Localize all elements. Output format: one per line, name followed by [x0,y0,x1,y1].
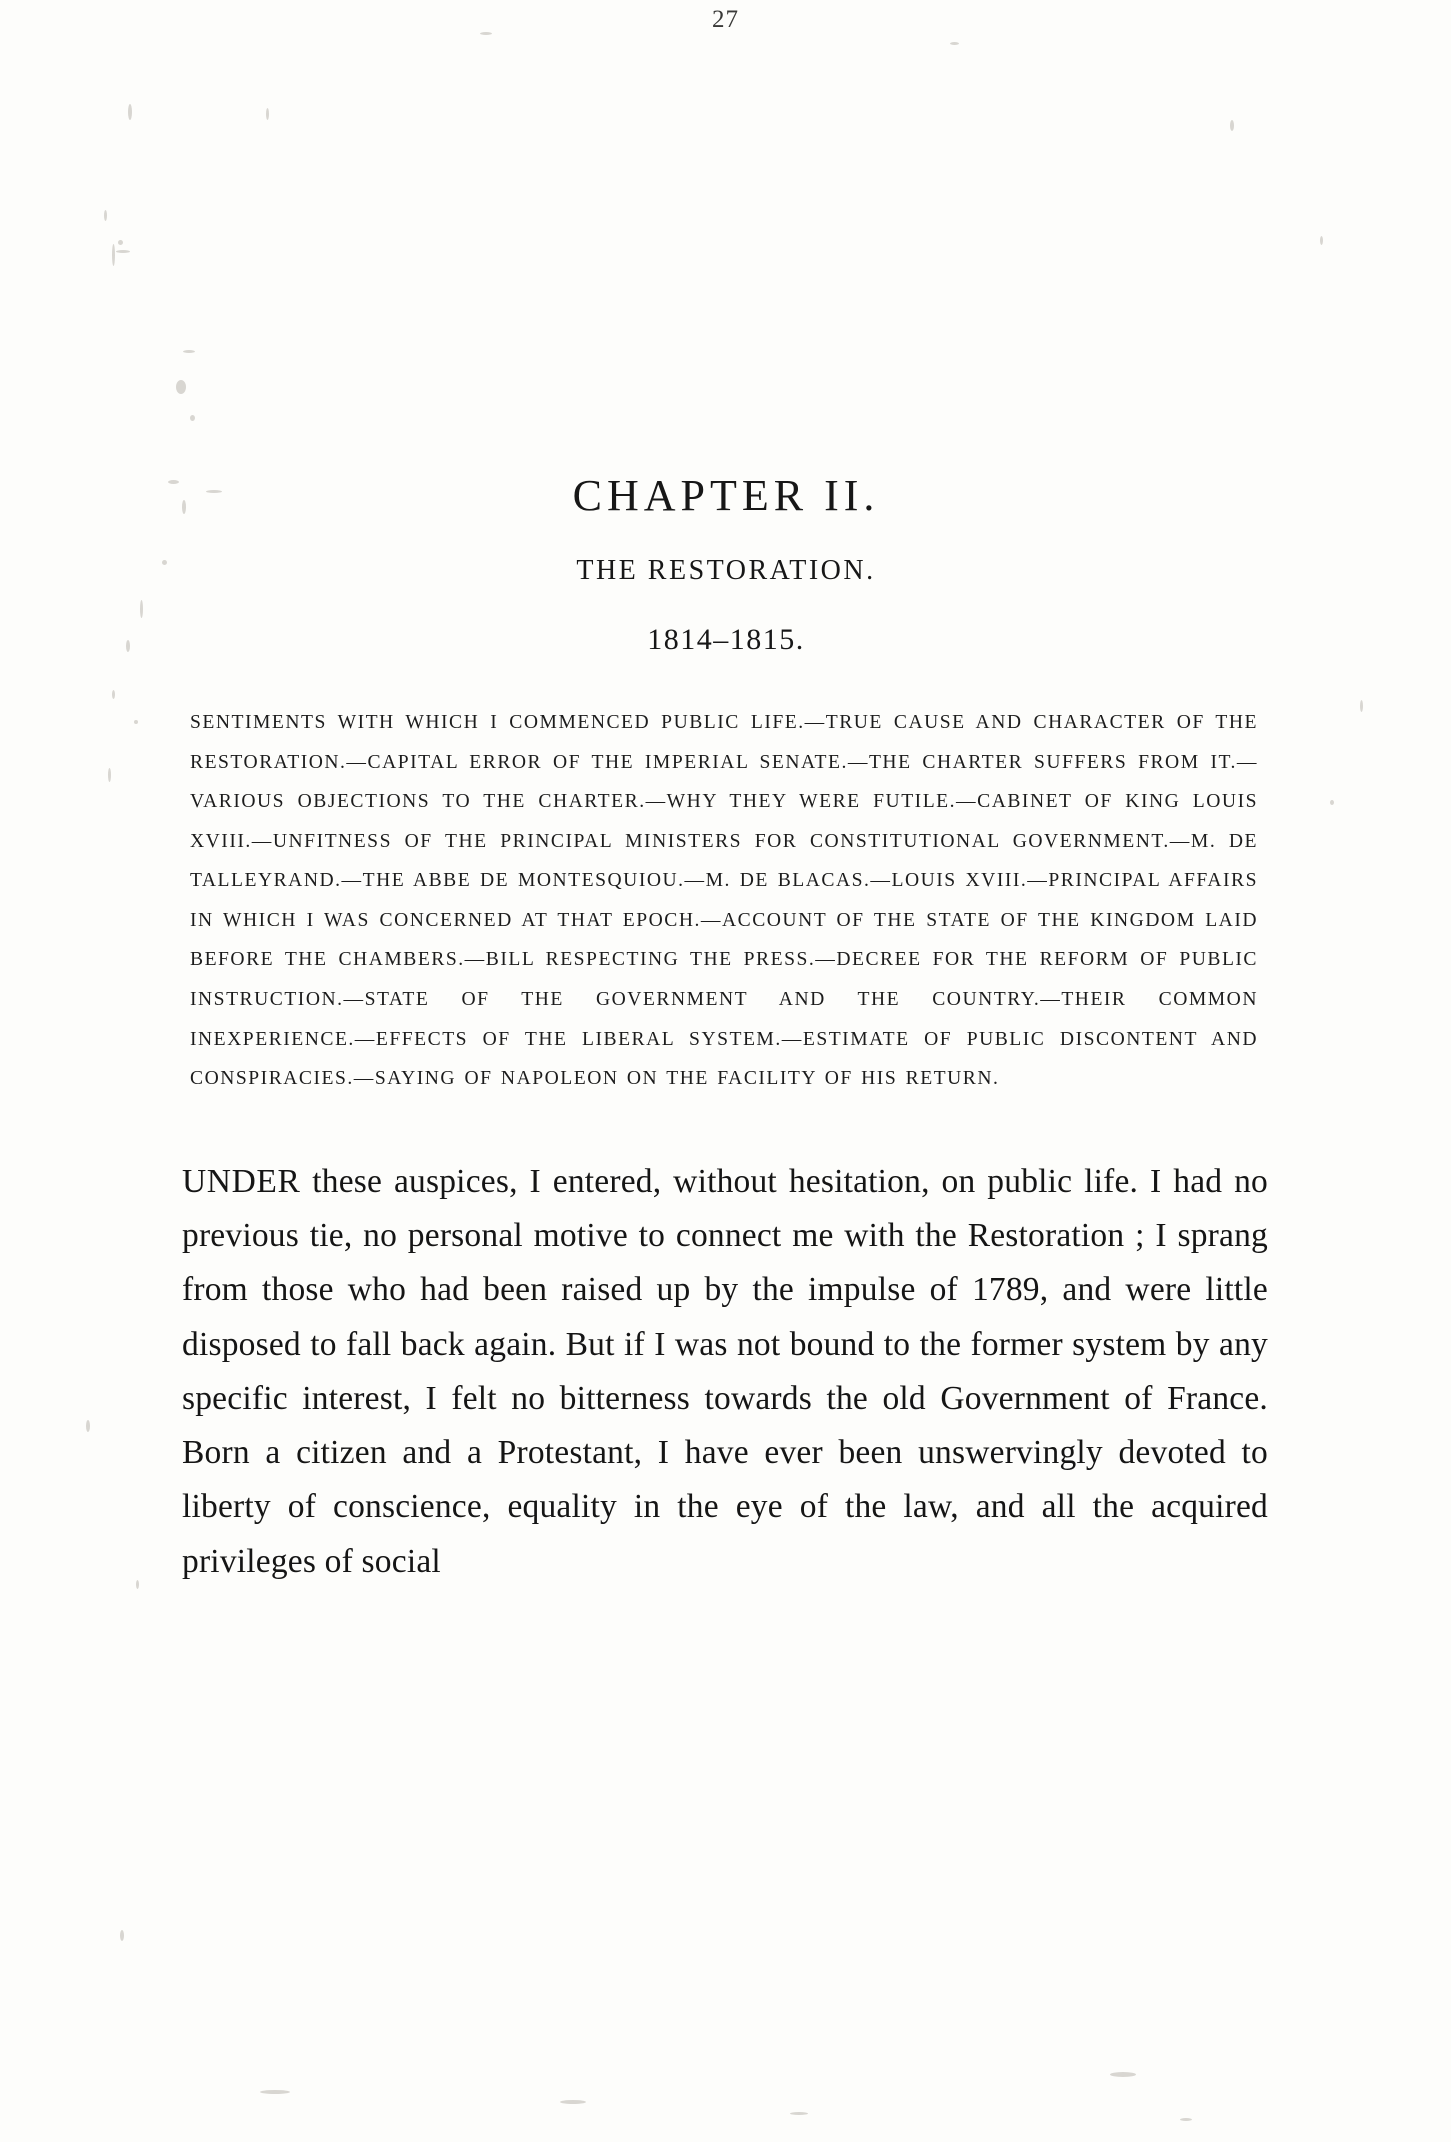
scan-speckle [190,415,195,421]
scan-speckle [260,2090,290,2094]
scan-speckle [1110,2072,1136,2077]
body-paragraph [176,1155,1276,1589]
scan-speckle [480,32,492,35]
scan-speckle [183,350,195,353]
scan-speckle [950,42,959,45]
scan-speckle [1360,700,1363,712]
scan-speckle [1330,800,1334,805]
page-number: 27 [712,6,739,33]
scan-speckle [112,690,115,699]
chapter-heading: CHAPTER II. [572,471,880,520]
scan-speckle [1180,2118,1192,2121]
scan-speckle [266,108,269,120]
scan-speckle [104,210,107,221]
paragraph-text: these auspices, I entered, without hesitation, on public life. I had no previous tie, no personal motive to connect me with the Restoration ; I sprang from those who had been raised up by the impulse of 1789, and were little disposed to fall back again. But if I was not bound to the former system by any specific interest, I felt no bitterness towards the old Government of France. Born a citizen and a Protestant, I have ever been unswervingly devoted to liberty of conscience, equality in the eye of the law, and all the acquired privileges of social [182,1162,1268,1580]
scan-speckle [134,720,138,724]
scan-speckle [162,560,167,565]
scan-speckle [118,240,123,245]
chapter-subtitle: THE RESTORATION. [576,555,876,586]
chapter-argument-summary: SENTIMENTS WITH WHICH I COMMENCED PUBLIC LIFE.—TRUE CAUSE AND CHARACTER OF THE RESTORATION.—CAPITAL ERROR OF THE IMPERIAL SENATE.—THE CHARTER SUFFERS FROM IT.—VARIOUS OBJECTIONS TO THE CHARTER.—WHY THEY WERE FUTILE.—CABINET OF KING LOUIS XVIII.—UNFITNESS OF THE PRINCIPAL MINISTERS FOR CONSTITUTIONAL GOVERNMENT.—M. DE TALLEYRAND.—THE ABBE DE MONTESQUIOU.—M. DE BLACAS.—LOUIS XVIII.—PRINCIPAL AFFAIRS IN WHICH I WAS CONCERNED AT THAT EPOCH.—ACCOUNT OF THE STATE OF THE KINGDOM LAID BEFORE THE CHAMBERS.—BILL RESPECTING THE PRESS.—DECREE FOR THE REFORM OF PUBLIC INSTRUCTION.—STATE OF THE GOVERNMENT AND THE COUNTRY.—THEIR COMMON INEXPERIENCE.—EFFECTS OF THE LIBERAL SYSTEM.—ESTIMATE OF PUBLIC DISCONTENT AND CONSPIRACIES.—SAYING OF NAPOLEON ON THE FACILITY OF HIS RETURN. [190,712,1258,1090]
scan-speckle [1320,236,1323,245]
scan-speckle [128,104,132,120]
scan-speckle [126,640,130,652]
scan-speckle [140,600,143,618]
scan-speckle [176,380,186,394]
paragraph-lead-words: UNDER [182,1162,301,1200]
scan-speckle [560,2100,586,2104]
scan-speckle [86,1420,90,1432]
scan-speckle [108,768,111,782]
chapter-date-range: 1814–1815. [647,623,805,656]
scan-speckle [116,250,130,253]
scan-speckle [120,1930,124,1941]
scan-speckle [136,1580,139,1589]
chapter-content [176,470,1276,1622]
scan-speckle [790,2112,808,2115]
scan-speckle [112,244,115,266]
scan-speckle [1230,120,1234,131]
